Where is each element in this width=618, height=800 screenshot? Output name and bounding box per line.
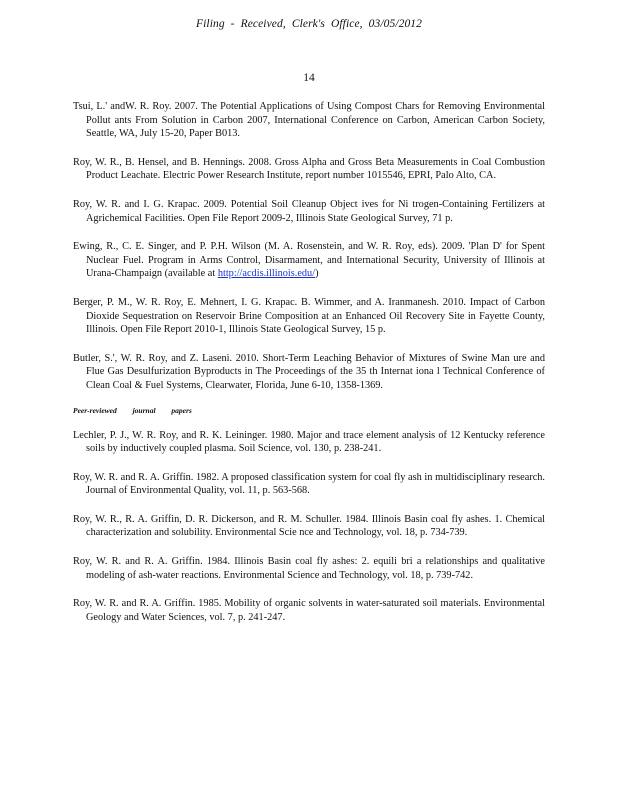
reference-item: Butler, S.', W. R. Roy, and Z. Laseni. 2010. Short-Term Leaching Behavior of Mixtures of Swine Man ure and Flue Gas Desulfurization Byproducts in The Proceedings of the 35 th Internat iona l Technical Conference of Clean Coal & Fuel Systems, Clearwater, Florida, June 6-10, 1358-1369. (73, 352, 545, 391)
reference-text-end: ) (315, 268, 319, 280)
acdis-link[interactable]: http://acdis.illinois.edu/ (217, 268, 316, 280)
reference-item: Roy, W. R. and I. G. Krapac. 2009. Potential Soil Cleanup Object ives for Ni trogen-Containing Fertilizers at Agrichemical Facilities. Open File Report 2009-2, Illinois State Geological Survey, 71 p. (73, 198, 545, 224)
reference-list (73, 100, 545, 639)
filing-header: Filing - Received, Clerk's Office, 03/05/2012 (195, 18, 423, 30)
reference-item: Berger, P. M., W. R. Roy, E. Mehnert, I. G. Krapac. B. Wimmer, and A. Iranmanesh. 2010. Impact of Carbon Dioxide Sequestration on Reservoir Brine Composition at an Enhanced Oil Recovery Site in Fayette County, Illinois. Open File Report 2010-1, Illinois State Geological Survey, 15 p. (73, 296, 545, 336)
reference-item: Lechler, P. J., W. R. Roy, and R. K. Leininger. 1980. Major and trace element analysis of 12 Kentucky reference soils by inductively coupled plasma. Soil Science, vol. 130, p. 238-241. (73, 429, 545, 455)
reference-item: Roy, W. R., R. A. Griffin, D. R. Dickerson, and R. M. Schuller. 1984. Illinois Basin coal fly ashes. 1. Chemical characterization and solubility. Environmental Scie nce and Technology, vol. 18, p. 734-739. (73, 513, 545, 539)
reference-item: Roy, W. R. and R. A. Griffin. 1982. A proposed classification system for coal fly ash in multidisciplinary research. Journal of Environmental Quality, vol. 11, p. 563-568. (73, 471, 545, 497)
page-number: 14 (303, 72, 315, 84)
reference-item: Roy, W. R., B. Hensel, and B. Hennings. 2008. Gross Alpha and Gross Beta Measurements in Coal Combustion Product Leachate. Electric Power Research Institute, report number 1015546, EPRI, Palo Alto, CA. (73, 156, 545, 182)
reference-item: Tsui, L.' andW. R. Roy. 2007. The Potential Applications of Using Compost Chars for Removing Environmental Pollut ants From Solution in Carbon 2007, International Conference on Carbon, American Carbon Society, Seattle, WA, July 15-20, Paper B013. (73, 101, 545, 140)
section-heading: Peer-reviewed journal papers (73, 405, 192, 415)
reference-text: Ewing, R., C. E. Singer, and P. P.H. Wilson (M. A. Rosenstein, and W. R. Roy, eds). 2009. 'Plan D' for Spent Nuclear Fuel. Program in Arms Control, Disarmament, and International Security, University of Illinois at Urana-Champaign (available at (73, 241, 545, 280)
reference-item-with-link (73, 240, 545, 281)
reference-item: Roy, W. R. and R. A. Griffin. 1985. Mobility of organic solvents in water-saturated soil materials. Environmental Geology and Water Sciences, vol. 7, p. 241-247. (73, 598, 545, 623)
reference-item: Roy, W. R. and R. A. Griffin. 1984. Illinois Basin coal fly ashes: 2. equili bri a relationships and qualitative modeling of ash-water reactions. Environmental Science and Technology, vol. 18, p. 739-742. (73, 556, 545, 581)
